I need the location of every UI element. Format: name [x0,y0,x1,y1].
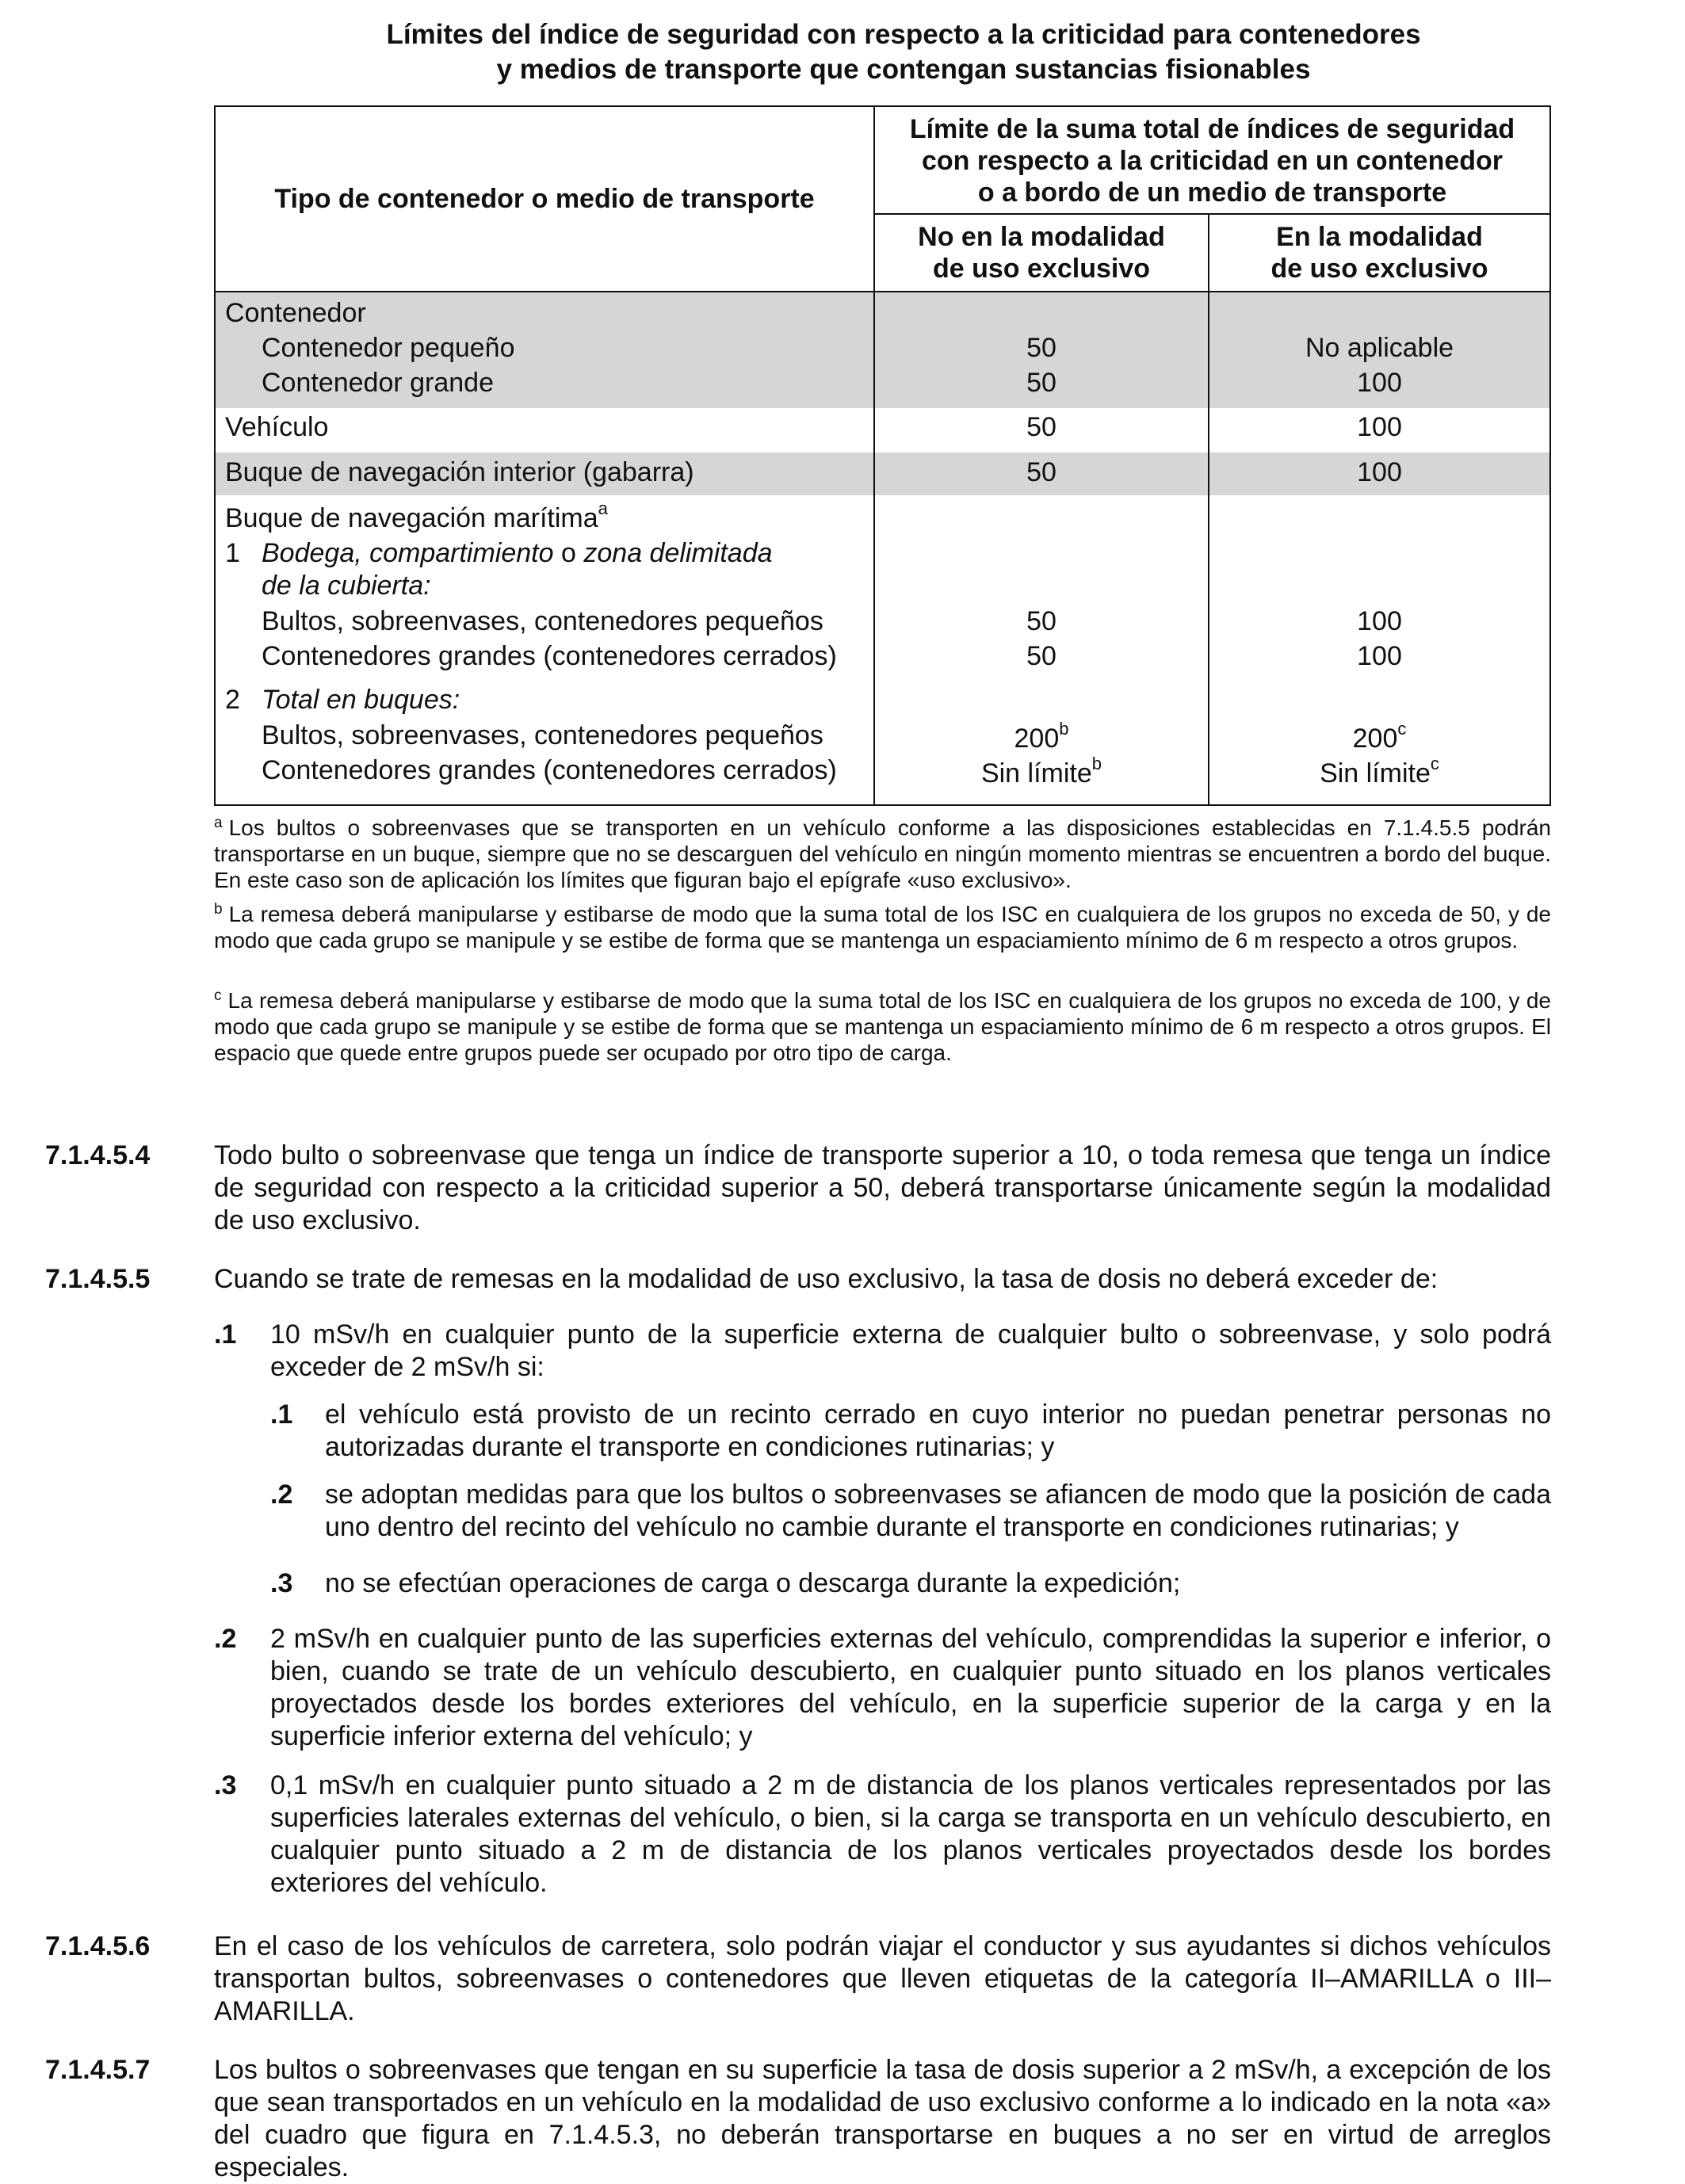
row-label-contenedor-grande: Contenedor grande [262,368,495,398]
section-number-7-1-4-5-4: 7.1.4.5.4 [45,1140,151,1170]
table-title-line-2: y medios de transporte que contengan sustancias fisionables [496,54,1311,85]
header-non-exclusive-line-1: No en la modalidad [918,222,1165,252]
row-label-total-grandes: Contenedores grandes (contenedores cerrados) [262,755,837,785]
subitem-text-1-1: el vehículo está provisto de un recinto cerrado en cuyo interior no puedan penetrar personas no autorizadas durante el transporte en condiciones rutinarias; y [325,1399,1551,1462]
cell-total-bultos-no-excl [875,718,1208,754]
section-number-7-1-4-5-7: 7.1.4.5.7 [45,2055,151,2085]
subitem-text-1-3: no se efectúan operaciones de carga o descarga durante la expedición; [325,1568,1181,1598]
table-title-line-1: Límites del índice de seguridad con respecto a la criticidad para contenedores [386,19,1421,50]
item-text-3: 0,1 mSv/h en cualquier punto situado a 2 m de distancia de los planos verticales representados por las superficies laterales externas del vehículo, o bien, si la carga se transporta en un vehículo descubierto, en cualquier punto situado a 2 m de distancia de los planos verticales proyectados desde los bordes exteriores del vehículo. [270,1770,1551,1898]
total-grandes-excl-value: Sin límite [1320,758,1431,788]
row-label-gabarra: Buque de navegación interior (gabarra) [225,457,694,487]
cell-grande-excl: 100 [1357,368,1402,398]
subitem-text-1-2: se adoptan medidas para que los bultos o sobreenvases se afiancen de modo que la posición de cada uno dentro del recinto del vehículo no cambie durante el transporte en condiciones rutinarias; y [325,1480,1551,1542]
item-2-number: 2 [225,685,240,715]
subitem-mark-1-1: .1 [270,1399,293,1430]
row-label-contenedor: Contenedor [225,298,366,328]
header-exclusive-line-2: de uso exclusivo [1270,254,1488,284]
item-1-label [262,537,773,569]
subitem-mark-1-3: .3 [270,1568,293,1598]
cell-vehiculo-no-excl: 50 [1026,412,1056,442]
item-1-number: 1 [225,538,240,568]
item-mark-2: .2 [214,1624,237,1654]
maritimo-label: Buque de navegación marítima [225,503,598,533]
footnote-ref-b: b [1059,718,1069,739]
subitem-mark-1-2: .2 [270,1480,293,1510]
item-2-label: Total en buques: [262,685,460,715]
footnote-a-text: Los bultos o sobreenvases que se transporten en un vehículo conforme a las disposiciones establecidas en 7.1.4.5.5 podrán transportarse en un buque, siempre que no se descarguen del vehículo en ningún momento mientras se encuentren a bordo del buque. En este caso son de aplicación los límites que figuran bajo el epígrafe «uso exclusivo». [214,815,1551,892]
cell-pequeno-no-excl: 50 [1026,333,1056,363]
header-subdivider [873,213,1549,215]
item-mark-3: .3 [214,1770,237,1800]
cell-gabarra-no-excl: 50 [1026,457,1056,487]
cell-pequeno-excl: No aplicable [1305,333,1454,363]
footnote-ref-c-2: c [1430,753,1439,773]
item-1-label-cont: de la cubierta: [262,571,431,601]
item-mark-1: .1 [214,1319,237,1350]
row-label-contenedor-pequeno: Contenedor pequeño [262,333,515,363]
row-label-total-bultos: Bultos, sobreenvases, contenedores pequeños [262,720,823,750]
row-label-maritimo [225,498,608,534]
cell-grande-no-excl: 50 [1026,368,1056,398]
header-limit-group [875,113,1549,208]
cell-total-bultos-excl [1209,718,1549,754]
header-bottom-line [216,291,1549,292]
total-bultos-excl-value: 200 [1352,724,1398,754]
header-limit-line-1: Límite de la suma total de índices de seguridad [909,114,1515,144]
criticality-limits-table [214,105,1551,806]
footnote-b [214,901,1551,953]
footnote-c-text: La remesa deberá manipularse y estibarse de modo que la suma total de los ISC en cualquiera de los grupos no exceda de 100, y de modo que cada grupo se manipule y se estibe de forma que se mantenga un espaciamiento mínimo de 6 m respecto a otros grupos. El espacio que quede entre grupos puede ser ocupado por otro tipo de carga. [214,988,1551,1065]
cell-bodega-bultos-no-excl: 50 [1026,606,1056,636]
row-label-bodega-bultos: Bultos, sobreenvases, contenedores pequeños [262,606,823,636]
item-1-label-c: zona delimitada [583,538,773,568]
item-1-label-a: Bodega, compartimiento [262,538,554,568]
total-grandes-no-excl-value: Sin límite [980,758,1092,788]
cell-bodega-grandes-excl: 100 [1357,641,1402,671]
footnote-b-text: La remesa deberá manipularse y estibarse de modo que la suma total de los ISC en cualquiera de los grupos no exceda de 50, y de modo que cada grupo se manipule y se estibe de forma que se mantenga un espaciamiento mínimo de 6 m respecto a otros grupos. [214,902,1551,953]
row-label-vehiculo: Vehículo [225,412,329,442]
total-bultos-no-excl-value: 200 [1014,724,1060,754]
item-text-2: 2 mSv/h en cualquier punto de las superficies externas del vehículo, comprendidas la superior e inferior, o bien, cuando se trate de un vehículo descubierto, en cualquier punto situado en los planos verticales proyectados desde los bordes exteriores del vehículo, en la superficie superior de la carga y en la superficie inferior externa del vehículo; y [270,1624,1551,1751]
table-title [214,17,1593,87]
header-exclusive [1209,221,1549,284]
footnote-a-mark: a [214,814,223,831]
cell-bodega-grandes-no-excl: 50 [1026,641,1056,671]
section-text-7-1-4-5-5: Cuando se trate de remesas en la modalidad de uso exclusivo, la tasa de dosis no deberá exceder de: [214,1264,1439,1294]
header-non-exclusive-line-2: de uso exclusivo [933,254,1150,284]
cell-total-grandes-excl [1209,753,1549,789]
section-text-7-1-4-5-4: Todo bulto o sobreenvase que tenga un índice de transporte superior a 10, o toda remesa que tenga un índice de seguridad con respecto a la criticidad superior a 50, deberá transportarse únicamente según la modalidad de uso exclusivo. [214,1140,1551,1235]
header-limit-line-2: con respecto a la criticidad en un contenedor [921,146,1504,176]
col-divider-1 [873,107,875,804]
section-number-7-1-4-5-6: 7.1.4.5.6 [45,1931,151,1961]
item-1-label-b: o [561,538,576,568]
item-text-1: 10 mSv/h en cualquier punto de la superficie externa de cualquier bulto o sobreenvase, y solo podrá exceder de 2 mSv/h si: [270,1319,1551,1382]
footnote-ref-b-2: b [1091,753,1102,773]
col-divider-2 [1208,215,1209,804]
footnote-a [214,815,1551,893]
cell-vehiculo-excl: 100 [1357,412,1402,442]
row-label-bodega-grandes: Contenedores grandes (contenedores cerrados) [262,641,837,671]
section-number-7-1-4-5-5: 7.1.4.5.5 [45,1264,151,1294]
footnote-c-mark: c [214,987,222,1004]
header-non-exclusive [875,221,1208,284]
section-text-7-1-4-5-7: Los bultos o sobreenvases que tengan en su superficie la tasa de dosis superior a 2 mSv/h, a excepción de los que sean transportados en un vehículo en la modalidad de uso exclusivo conforme a lo indicado en la nota «a» del cuadro que figura en 7.1.4.5.3, no deberán transportarse en buques a no ser en virtud de arreglos especiales. [214,2055,1551,2182]
cell-gabarra-excl: 100 [1357,457,1402,487]
section-text-7-1-4-5-6: En el caso de los vehículos de carretera, solo podrán viajar el conductor y sus ayudantes si dichos vehículos transportan bultos, sobreenvases o contenedores que lleven etiquetas de la categoría II–AMARILLA o III–AMARILLA. [214,1931,1551,2026]
cell-bodega-bultos-excl: 100 [1357,606,1402,636]
header-container-type: Tipo de contenedor o medio de transporte [274,184,815,214]
footnote-b-mark: b [214,900,223,918]
cell-total-grandes-no-excl [875,753,1208,789]
footnote-c [214,987,1551,1066]
header-exclusive-line-1: En la modalidad [1276,222,1483,252]
footnote-ref-a: a [598,498,608,518]
footnote-ref-c: c [1397,718,1407,739]
header-limit-line-3: o a bordo de un medio de transporte [977,178,1447,208]
